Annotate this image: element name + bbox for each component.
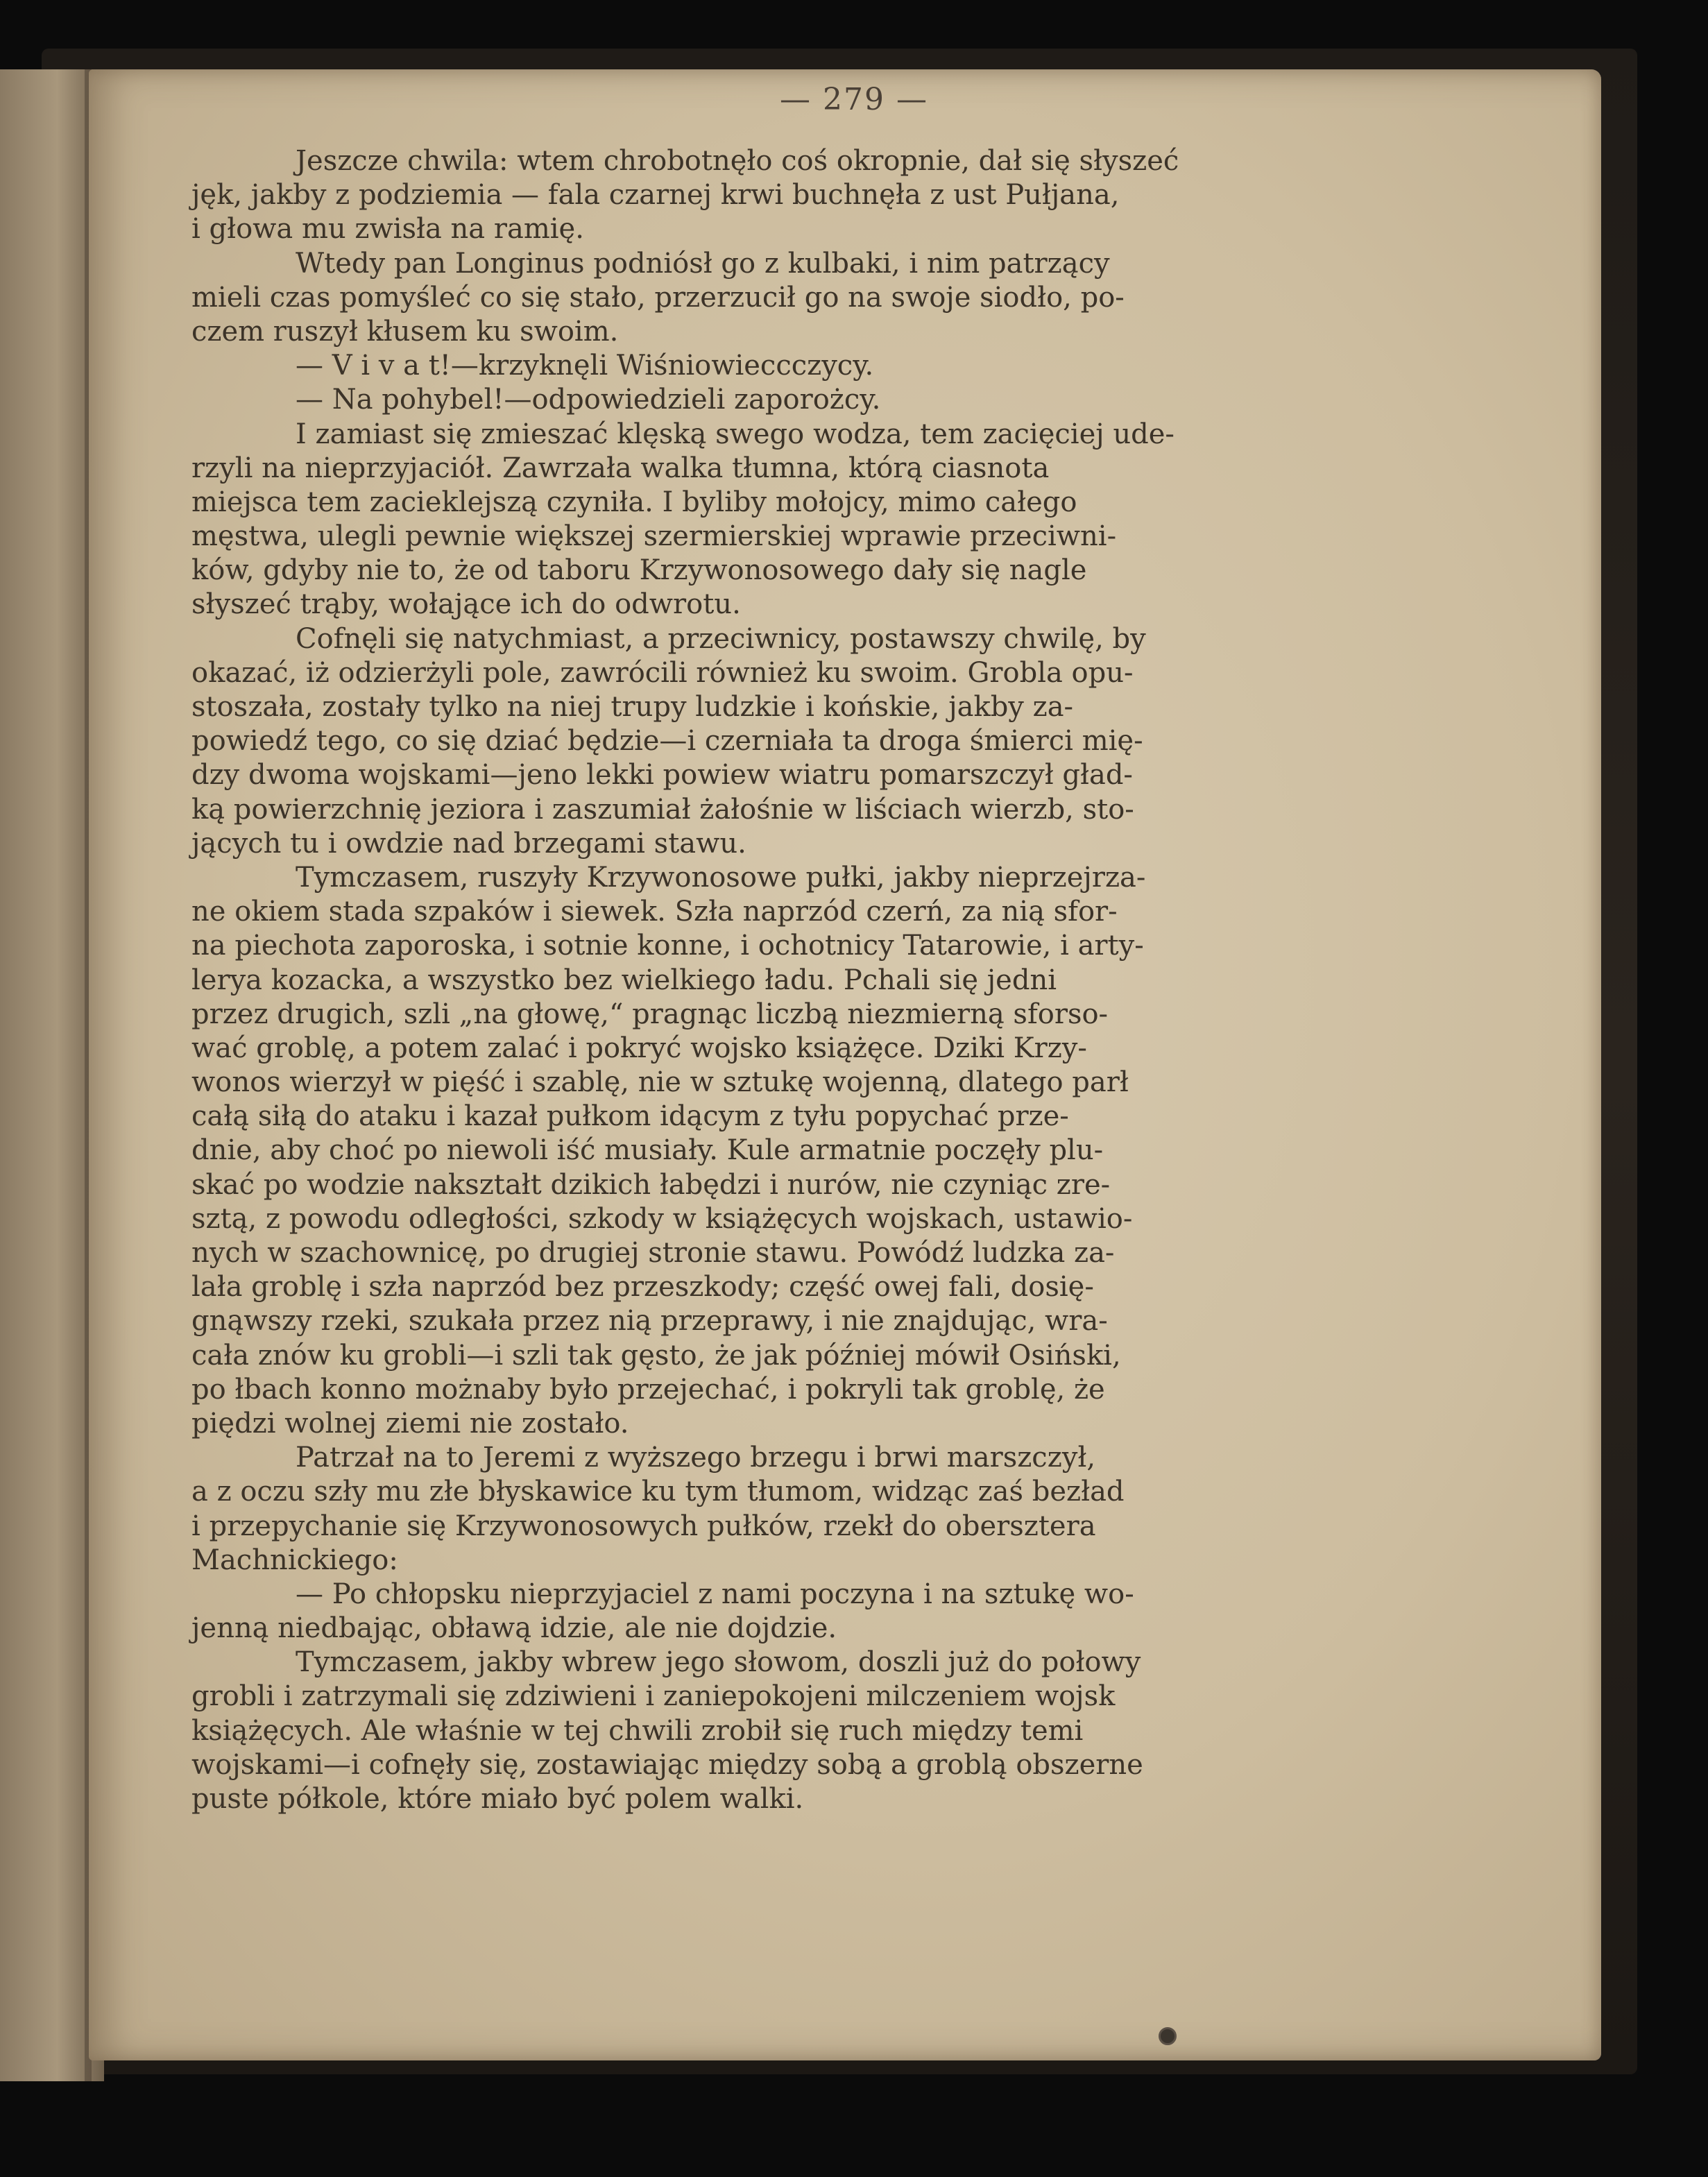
- text-line: Wtedy pan Longinus podniósł go z kulbaki, i nim patrzący: [296, 247, 1110, 280]
- text-line: po łbach konno możnaby było przejechać, i pokryli tak groblę, że: [191, 1373, 1105, 1406]
- text-line: puste półkole, które miało być polem walki.: [191, 1783, 804, 1815]
- text-line: mieli czas pomyśleć co się stało, przerzucił go na swoje siodło, po-: [191, 281, 1125, 314]
- text-line: Machnickiego:: [191, 1544, 398, 1576]
- text-line: gnąwszy rzeki, szukała przez nią przeprawy, i nie znajdując, wra-: [191, 1305, 1108, 1338]
- text-line: dnie, aby choć po niewoli iść musiały. Kule armatnie poczęły plu-: [191, 1134, 1104, 1167]
- text-line: a z oczu szły mu złe błyskawice ku tym tłumom, widząc zaś bezład: [191, 1476, 1125, 1508]
- text-line: dzy dwoma wojskami—jeno lekki powiew wiatru pomarszczył gład-: [191, 759, 1133, 792]
- text-line: jenną niedbając, obławą idzie, ale nie dojdzie.: [191, 1612, 837, 1645]
- text-line: czem ruszył kłusem ku swoim.: [191, 315, 619, 348]
- text-line: sztą, z powodu odległości, szkody w książęcych wojskach, ustawio-: [191, 1202, 1133, 1235]
- text-line: Patrzał na to Jeremi z wyższego brzegu i brwi marszczył,: [296, 1442, 1096, 1474]
- text-line: cała znów ku grobli—i szli tak gęsto, że jak później mówił Osiński,: [191, 1339, 1121, 1372]
- text-line: przez drugich, szli „na głowę,“ pragnąc liczbą niezmierną sforso-: [191, 998, 1109, 1030]
- text-line: powiedź tego, co się dziać będzie—i czerniała ta droga śmierci mię-: [191, 725, 1143, 758]
- text-line: ne okiem stada szpaków i siewek. Szła naprzód czerń, za nią sfor-: [191, 896, 1118, 928]
- text-line: Jeszcze chwila: wtem chrobotnęło coś okropnie, dał się słyszeć: [296, 145, 1179, 177]
- text-line: — Po chłopsku nieprzyjaciel z nami poczyna i na sztukę wo-: [296, 1578, 1134, 1610]
- text-line: — Na pohybel!—odpowiedzieli zaporożcy.: [296, 384, 881, 416]
- text-line: stoszała, zostały tylko na niej trupy ludzkie i końskie, jakby za-: [191, 691, 1074, 723]
- text-line: i głowa mu zwisła na ramię.: [191, 213, 584, 246]
- text-line: jących tu i owdzie nad brzegami stawu.: [191, 827, 746, 860]
- text-line: na piechota zaporoska, i sotnie konne, i ochotnicy Tatarowie, i arty-: [191, 930, 1144, 962]
- text-line: Tymczasem, jakby wbrew jego słowom, doszli już do połowy: [296, 1646, 1141, 1679]
- text-line: całą siłą do ataku i kazał pułkom idącym z tyłu popychać prze-: [191, 1100, 1069, 1133]
- text-line: okazać, iż odzierżyli pole, zawrócili również ku swoim. Grobla opu-: [191, 656, 1134, 689]
- text-line: lerya kozacka, a wszystko bez wielkiego ładu. Pchali się jedni: [191, 964, 1057, 996]
- text-line: rzyli na nieprzyjaciół. Zawrzała walka tłumna, którą ciasnota: [191, 452, 1050, 484]
- text-line: ką powierzchnię jeziora i zaszumiał żałośnie w liściach wierzb, sto-: [191, 793, 1134, 826]
- text-line: miejsca tem zacieklejszą czyniła. I byliby mołojcy, mimo całego: [191, 486, 1077, 518]
- text-line: lała groblę i szła naprzód bez przeszkody; część owej fali, dosię-: [191, 1271, 1094, 1304]
- text-line: skać po wodzie nakształt dzikich łabędzi i nurów, nie czyniąc zre-: [191, 1168, 1111, 1201]
- text-line: jęk, jakby z podziemia — fala czarnej krwi buchnęła z ust Pułjana,: [191, 179, 1120, 212]
- text-line: nych w szachownicę, po drugiej stronie stawu. Powódź ludzka za-: [191, 1237, 1115, 1269]
- text-line: i przepychanie się Krzywonosowych pułków, rzekł do obersztera: [191, 1510, 1096, 1542]
- text-line: męstwa, ulegli pewnie większej szermierskiej wprawie przeciwni-: [191, 520, 1117, 553]
- text-line: piędzi wolnej ziemi nie zostało.: [191, 1407, 629, 1440]
- text-line: wać groblę, a potem zalać i pokryć wojsko książęce. Dziki Krzy-: [191, 1032, 1087, 1064]
- text-line: grobli i zatrzymali się zdziwieni i zaniepokojeni milczeniem wojsk: [191, 1680, 1116, 1713]
- text-line: książęcych. Ale właśnie w tej chwili zrobił się ruch między temi: [191, 1714, 1084, 1747]
- text-line: wojskami—i cofnęły się, zostawiając między sobą a groblą obszerne: [191, 1748, 1143, 1781]
- page-number: — 279 —: [780, 82, 928, 117]
- text-line: Tymczasem, ruszyły Krzywonosowe pułki, jakby nieprzejrza-: [296, 861, 1146, 894]
- text-line: słyszeć trąby, wołające ich do odwrotu.: [191, 588, 741, 621]
- text-line: wonos wierzył w pięść i szablę, nie w sztukę wojenną, dlatego parł: [191, 1066, 1129, 1099]
- text-line: I zamiast się zmieszać klęską swego wodza, tem zacięciej ude-: [296, 418, 1175, 450]
- body-text: [191, 144, 1513, 1816]
- text-line: Cofnęli się natychmiast, a przeciwnicy, postawszy chwilę, by: [296, 622, 1146, 655]
- text-line: ków, gdyby nie to, że od taboru Krzywonosowego dały się nagle: [191, 554, 1087, 587]
- text-line: — V i v a t!—krzyknęli Wiśniowieccczycy.: [296, 350, 874, 382]
- ink-dot-mark: [1159, 2027, 1177, 2045]
